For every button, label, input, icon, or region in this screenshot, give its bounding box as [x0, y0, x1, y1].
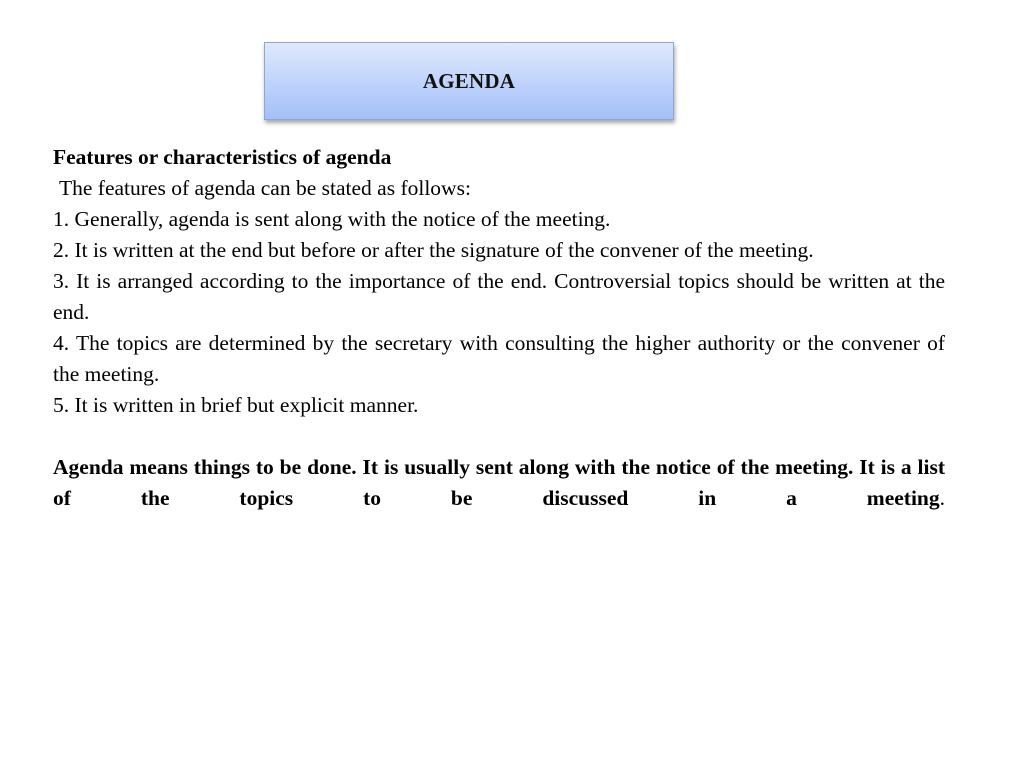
summary-period: .	[939, 486, 945, 510]
list-item: 5. It is written in brief but explicit manner.	[53, 393, 419, 417]
section-heading: Features or characteristics of agenda	[53, 145, 392, 169]
intro-text: The features of agenda can be stated as follows:	[59, 176, 471, 200]
title-box	[264, 42, 674, 120]
list-item: 1. Generally, agenda is sent along with the notice of the meeting.	[53, 207, 611, 231]
summary-paragraph	[53, 452, 945, 514]
slide-content	[53, 142, 945, 514]
summary-text: Agenda means things to be done. It is usually sent along with the notice of the meeting. It is a list of the topics to be discussed in a meeting	[53, 455, 945, 510]
slide-title: AGENDA	[422, 68, 516, 93]
list-item: 2. It is written at the end but before or after the signature of the convener of the meeting.	[53, 238, 814, 262]
list-item: 4. The topics are determined by the secretary with consulting the higher authority or the convener of the meeting.	[53, 331, 945, 386]
spacer	[53, 421, 945, 452]
list-item: 3. It is arranged according to the importance of the end. Controversial topics should be written at the end.	[53, 269, 945, 324]
